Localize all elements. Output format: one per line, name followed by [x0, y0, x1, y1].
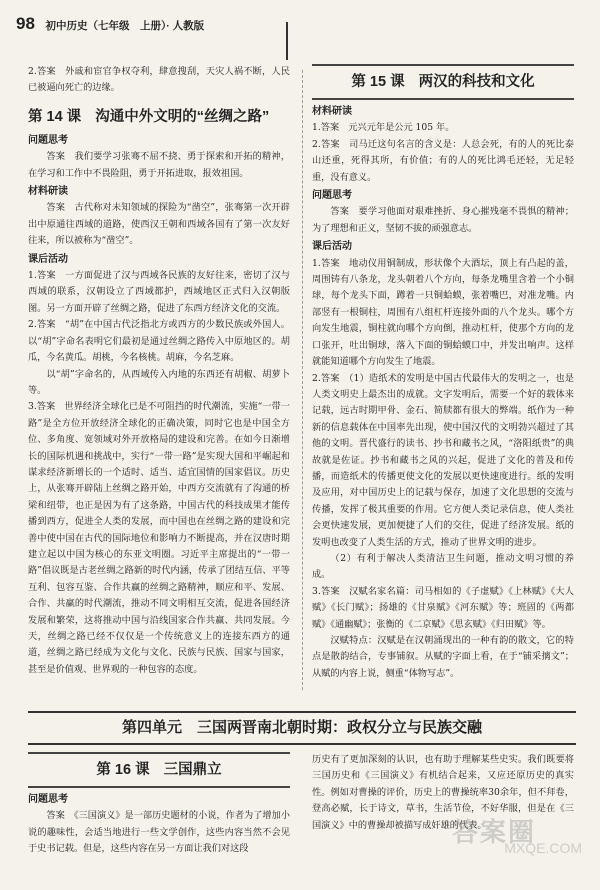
lesson-14-title: 沟通中外文明的“丝绸之路” — [95, 108, 270, 125]
answer-2-continued: 2.答案 外戚和宦官争权夺利，肆意搜刮，天灾人祸不断，人民已被逼向死亡的边缘。 — [28, 66, 290, 94]
lesson-15-title: 两汉的科技和文化 — [418, 74, 535, 90]
page-number: 98 — [16, 14, 35, 33]
section-heading-questions: 问题思考 — [28, 794, 68, 805]
materials-answer-2: 2.答案 司马迁这句名言的含义是：人总会死，有的人的死比泰山还重，死得其所，有价值；有的人的死比鸿毛还轻，无足轻重，没有意义。 — [312, 138, 574, 183]
activity-answer-2-extra: 以“胡”字命名的，从西域传入内地的东西还有胡椒、胡萝卜等。 — [28, 368, 290, 396]
lesson-14-number: 第 14 课 — [28, 108, 82, 125]
lesson-15-heading — [312, 64, 574, 100]
watermark-text: 答案圈 — [452, 817, 537, 847]
section-heading-activities: 课后活动 — [28, 253, 68, 265]
activity-answer-2: 2.答案 “胡”在中国古代泛指北方或西方的少数民族或外国人。以“胡”字命名表明它们最初是通过丝绸之路传入中原地区的。胡瓜，今名黄瓜。胡桃，今名核桃。胡麻，今名芝麻。 — [28, 319, 290, 364]
lesson-14-heading — [28, 107, 290, 127]
lesson-16-number: 第 16 课 — [96, 762, 150, 778]
activity-answer-3-extra: 汉赋特点：汉赋是在汉朝涌现出的一种有韵的散文，它的特点是散韵结合，专事铺叙。从赋的字面上看，在于“铺采摛文”；从赋的内容上说，侧重“体物写志”。 — [312, 635, 574, 679]
questions-answer: 答案 《三国演义》是一部历史题材的小说，作者为了增加小说的趣味性，会适当地进行一些文学创作，这些内容当然不会见于史书记载。但是，这些内容在另一方面让我们对这段 — [28, 810, 290, 855]
right-column — [312, 64, 574, 682]
section-heading-activities: 课后活动 — [312, 241, 352, 253]
section-heading-questions: 问题思考 — [312, 190, 352, 202]
questions-answer: 答案 我们要学习张骞不屈不挠、勇于探索和开拓的精神，在学习和工作中不畏险阻，勇于开拓进取，报效祖国。 — [28, 151, 290, 179]
materials-answer: 答案 古代称对未知领域的探险为“凿空”，张骞第一次开辟出中原通往西域的道路，使西汉王朝和西域各国有了第一次友好往来，所以被称为“凿空”。 — [28, 202, 290, 247]
section-heading-materials: 材料研读 — [28, 186, 68, 198]
lesson-16-title: 三国鼎立 — [163, 762, 222, 778]
materials-answer-1: 1.答案 元兴元年是公元 105 年。 — [312, 122, 455, 134]
lesson-16-heading — [28, 752, 290, 788]
watermark-url: MXQE.COM — [504, 840, 582, 857]
activity-answer-2-extra: （2）有利于解决人类清洁卫生问题，推动文明习惯的养成。 — [312, 552, 574, 581]
bottom-left-column — [28, 752, 290, 858]
activity-answer-3: 3.答案 汉赋名家名篇：司马相如的《子虚赋》《上林赋》《大人赋》《长门赋》；扬雄的《甘泉赋》《河东赋》等；班固的《两都赋》《通幽赋》；张衡的《二京赋》《思玄赋》《归田赋》等。 — [312, 585, 574, 630]
left-column — [28, 64, 290, 678]
header-divider — [286, 22, 288, 60]
lesson-15-number: 第 15 课 — [351, 74, 405, 90]
section-heading-questions: 问题思考 — [28, 134, 68, 146]
questions-answer: 答案 要学习他面对艰难挫折、身心摧残毫不畏惧的精神；为了理想和正义，坚韧不拔的顽强意志。 — [312, 206, 574, 234]
watermark-logo — [452, 817, 582, 874]
activity-answer-3: 3.答案 世界经济全球化已是不可阻挡的时代潮流，实施“一带一路”是全方位开放经济全球化的正确决策，同时它也是中国全方位、多角度、宽领域对外开放格局的建设和完善。在如今日渐增长的国际机遇和挑战中，实行“一带一路”是实现大国和平崛起和谋求经济新增长的一个适时、适当、适宜国情的国家倡议。历史上，从张骞开辟陆上丝绸之路开始，中西方交流就有了沟通的桥梁和纽带，也正是因为有了这条路，中国古代的科技成果才能传播到西方，促进全人类的发展，而中国也在丝绸之路的建设和完善中使中国在古代的国际地位和影响力不断提高，并在汉唐时期建立起以中国为核心的东亚文明圈。习近平主席提出的“一带一路”倡议既是古老丝绸之路新的时代内涵，传承了团结互信、平等互利、包容互鉴、合作共赢的丝绸之路精神，顺应和平、发展、合作、共赢的时代潮流，推动不同文明相互交流，促进各国经济发展和繁荣，这将推动中国与沿线国家合作共赢、共同发展。今天，丝绸之路已经不仅仅是一个传统意义上的连接东西方的通道，丝绸之路已经成为文化与文化、民族与民族、国家与国家，甚至是价值观、世界观的一种包容的态度。 — [28, 401, 290, 675]
activity-answer-2: 2.答案 （1）造纸术的发明是中国古代最伟大的发明之一，也是人类文明史上最杰出的成就。文字发明后，需要一个好的载体来记载，远古时期甲骨、金石、简牍都有很大的弊端。纸作为一种新的信息载体在中国率先出现，使中国汉代的文明勃兴超过了其他的文明。晋代盛行的读书、抄书和藏书之风，“洛阳纸贵”的典故就是佐证。抄书和藏书之风的兴起，促进了文化的普及和传播，而造纸术的传播更使文化的发展以更快速度进行。纸的发明及应用，对中国历史上的记载与保存，加速了文化思想的交流与传播，发挥了极其重要的作用。它方便人类记录信息，使人类社会更快速发展，更加便捷了人们的交往，促进了经济发展。纸的发明也改变了人类生活的方式，推动了世界文明的进步。 — [312, 372, 574, 548]
book-title: 初中历史（七年级 上册）· 人教版 — [45, 20, 205, 32]
questions-answer-continued: 历史有了更加深刻的认识，也有助于理解某些史实。我们既要将三国历史和《三国演义》有机结合起来，又应还原历史的真实性。例如对曹操的评价，历史上的曹操统率30余年，但不拜卷，登高必赋，长于诗文，草书，生活节俭，不好华服，但是在《三国演义》中的曹操却被描写成奸雄的代表。 — [312, 754, 574, 831]
column-divider — [302, 70, 303, 690]
activity-answer-1: 1.答案 地动仪用铜制成，形状像个大酒坛，顶上有凸起的盖，周围铸有八条龙，龙头朝着八个方向，每条龙嘴里含着一个小铜球，每个龙头下面，蹲着一只铜蛤蟆，张着嘴巴，对准龙嘴。内部竖有一根铜柱，周围有八组杠杆连接外面的八个龙头。哪个方向发生地震，铜柱就向哪个方向倒，推动杠杆，使那个方向的龙口张开，吐出铜球，落入下面的铜蛤蟆口中，并发出响声。这样就能知道哪个方向发生了地震。 — [312, 257, 574, 368]
unit-banner: 第四单元 三国两晋南北朝时期：政权分立与民族交融 — [28, 711, 576, 745]
section-heading-materials: 材料研读 — [312, 106, 352, 117]
activity-answer-1: 1.答案 一方面促进了汉与西域各民族的友好往来，密切了汉与西域的联系，汉朝设立了西域都护，西域地区正式归入汉朝版图。另一方面开辟了丝绸之路，促进了东西方经济文化的交流。 — [28, 270, 290, 314]
page-header — [16, 16, 586, 36]
